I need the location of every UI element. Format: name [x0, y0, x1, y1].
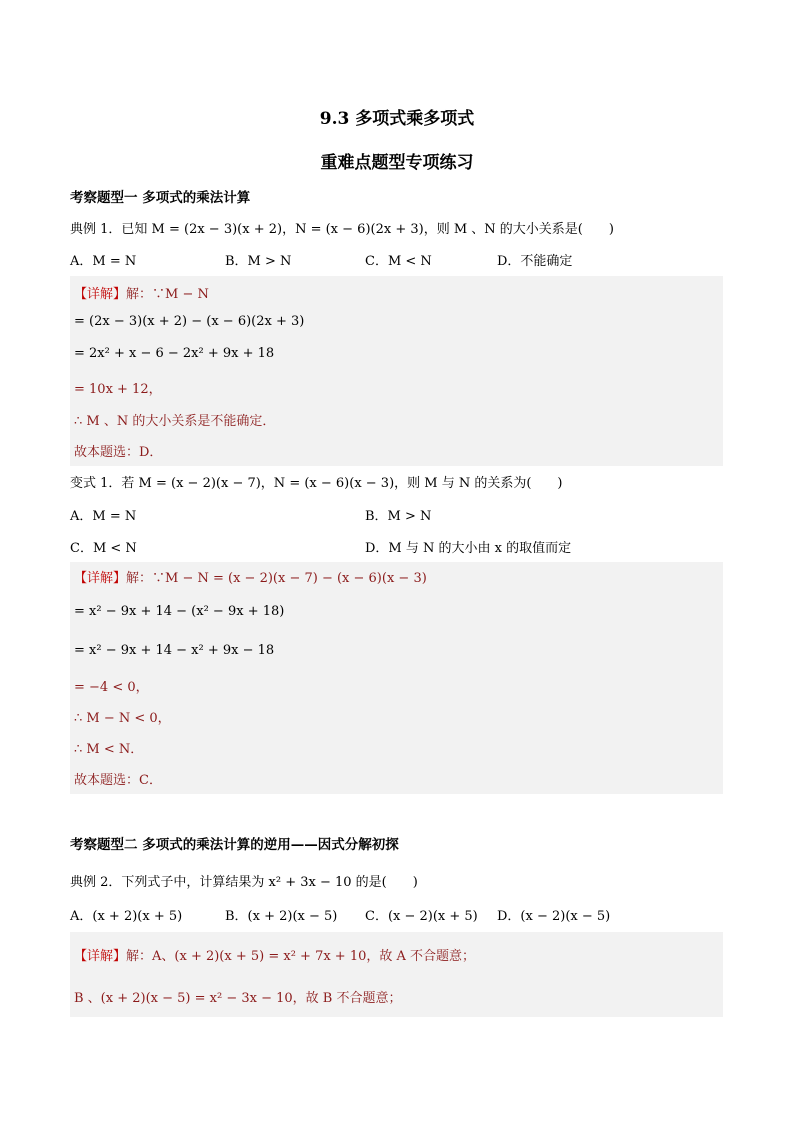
variant-1-option-c: C．M < N — [70, 541, 137, 556]
variant-1-question: 变式 1．若 M = (x − 2)(x − 7)，N = (x − 6)(x − 3)，则 M 与 N 的关系为( ) — [70, 476, 563, 491]
variant-1-solution-line-1: 【详解】解：∵M − N = (x − 2)(x − 7) − (x − 6)(x − 3) — [74, 571, 427, 586]
example-1-solution-line-6: 故本题选：D． — [74, 445, 163, 460]
solution-tag: 【详解】 — [74, 287, 127, 302]
example-1-question: 典例 1．已知 M = (2x − 3)(x + 2)，N = (x − 6)(2x + 3)，则 M 、N 的大小关系是( ) — [70, 222, 614, 237]
variant-1-solution-line-2: = x² − 9x + 14 − (x² − 9x + 18) — [74, 604, 285, 619]
example-1-option-a: A．M = N — [70, 254, 137, 269]
variant-1-solution-line-6: ∴ M < N． — [74, 742, 144, 757]
example-1-solution-line-2: = (2x − 3)(x + 2) − (x − 6)(2x + 3) — [74, 314, 305, 329]
variant-1-option-a: A．M = N — [70, 509, 137, 524]
variant-1-solution-line-4: = −4 < 0， — [74, 680, 149, 695]
example-1-solution-line-3: = 2x² + x − 6 − 2x² + 9x + 18 — [74, 346, 275, 361]
example-2-option-c: C．(x − 2)(x + 5) — [365, 909, 478, 924]
example-2-question: 典例 2．下列式子中，计算结果为 x² + 3x − 10 的是( ) — [70, 875, 418, 890]
example-1-solution-line-1: 【详解】解：∵M − N — [74, 287, 209, 302]
variant-1-option-b: B．M > N — [365, 509, 432, 524]
variant-1-option-d: D．M 与 N 的大小由 x 的取值而定 — [365, 541, 572, 556]
solution-tag: 【详解】 — [74, 571, 127, 586]
variant-1-solution-line-3: = x² − 9x + 14 − x² + 9x − 18 — [74, 643, 275, 658]
example-2-option-a: A．(x + 2)(x + 5) — [70, 909, 183, 924]
page-subtitle: 重难点题型专项练习 — [320, 153, 474, 173]
example-1-option-c: C．M < N — [365, 254, 432, 269]
example-2-solution-line-2: B 、(x + 2)(x − 5) = x² − 3x − 10，故 B 不合题意； — [74, 991, 402, 1006]
section-heading-2: 考察题型二 多项式的乘法计算的逆用——因式分解初探 — [70, 837, 399, 853]
example-1-option-d: D．不能确定 — [497, 254, 573, 269]
example-1-solution-line-5: ∴ M 、N 的大小关系是不能确定． — [74, 414, 276, 429]
page-title: 9.3 多项式乘多项式 — [319, 109, 475, 129]
example-1-solution-line-4: = 10x + 12， — [74, 382, 162, 397]
example-1-solution-box — [70, 276, 723, 466]
section-heading-1: 考察题型一 多项式的乘法计算 — [70, 190, 251, 206]
variant-1-solution-line-5: ∴ M − N < 0， — [74, 711, 171, 726]
variant-1-solution-box — [70, 562, 723, 794]
example-2-option-b: B．(x + 2)(x − 5) — [225, 909, 338, 924]
example-2-option-d: D．(x − 2)(x − 5) — [497, 909, 611, 924]
example-1-option-b: B．M > N — [225, 254, 292, 269]
example-2-solution-line-1: 【详解】解：A、(x + 2)(x + 5) = x² + 7x + 10，故 A 不合题意； — [74, 949, 476, 964]
variant-1-solution-line-7: 故本题选：C． — [74, 773, 162, 788]
solution-tag: 【详解】 — [74, 949, 127, 964]
